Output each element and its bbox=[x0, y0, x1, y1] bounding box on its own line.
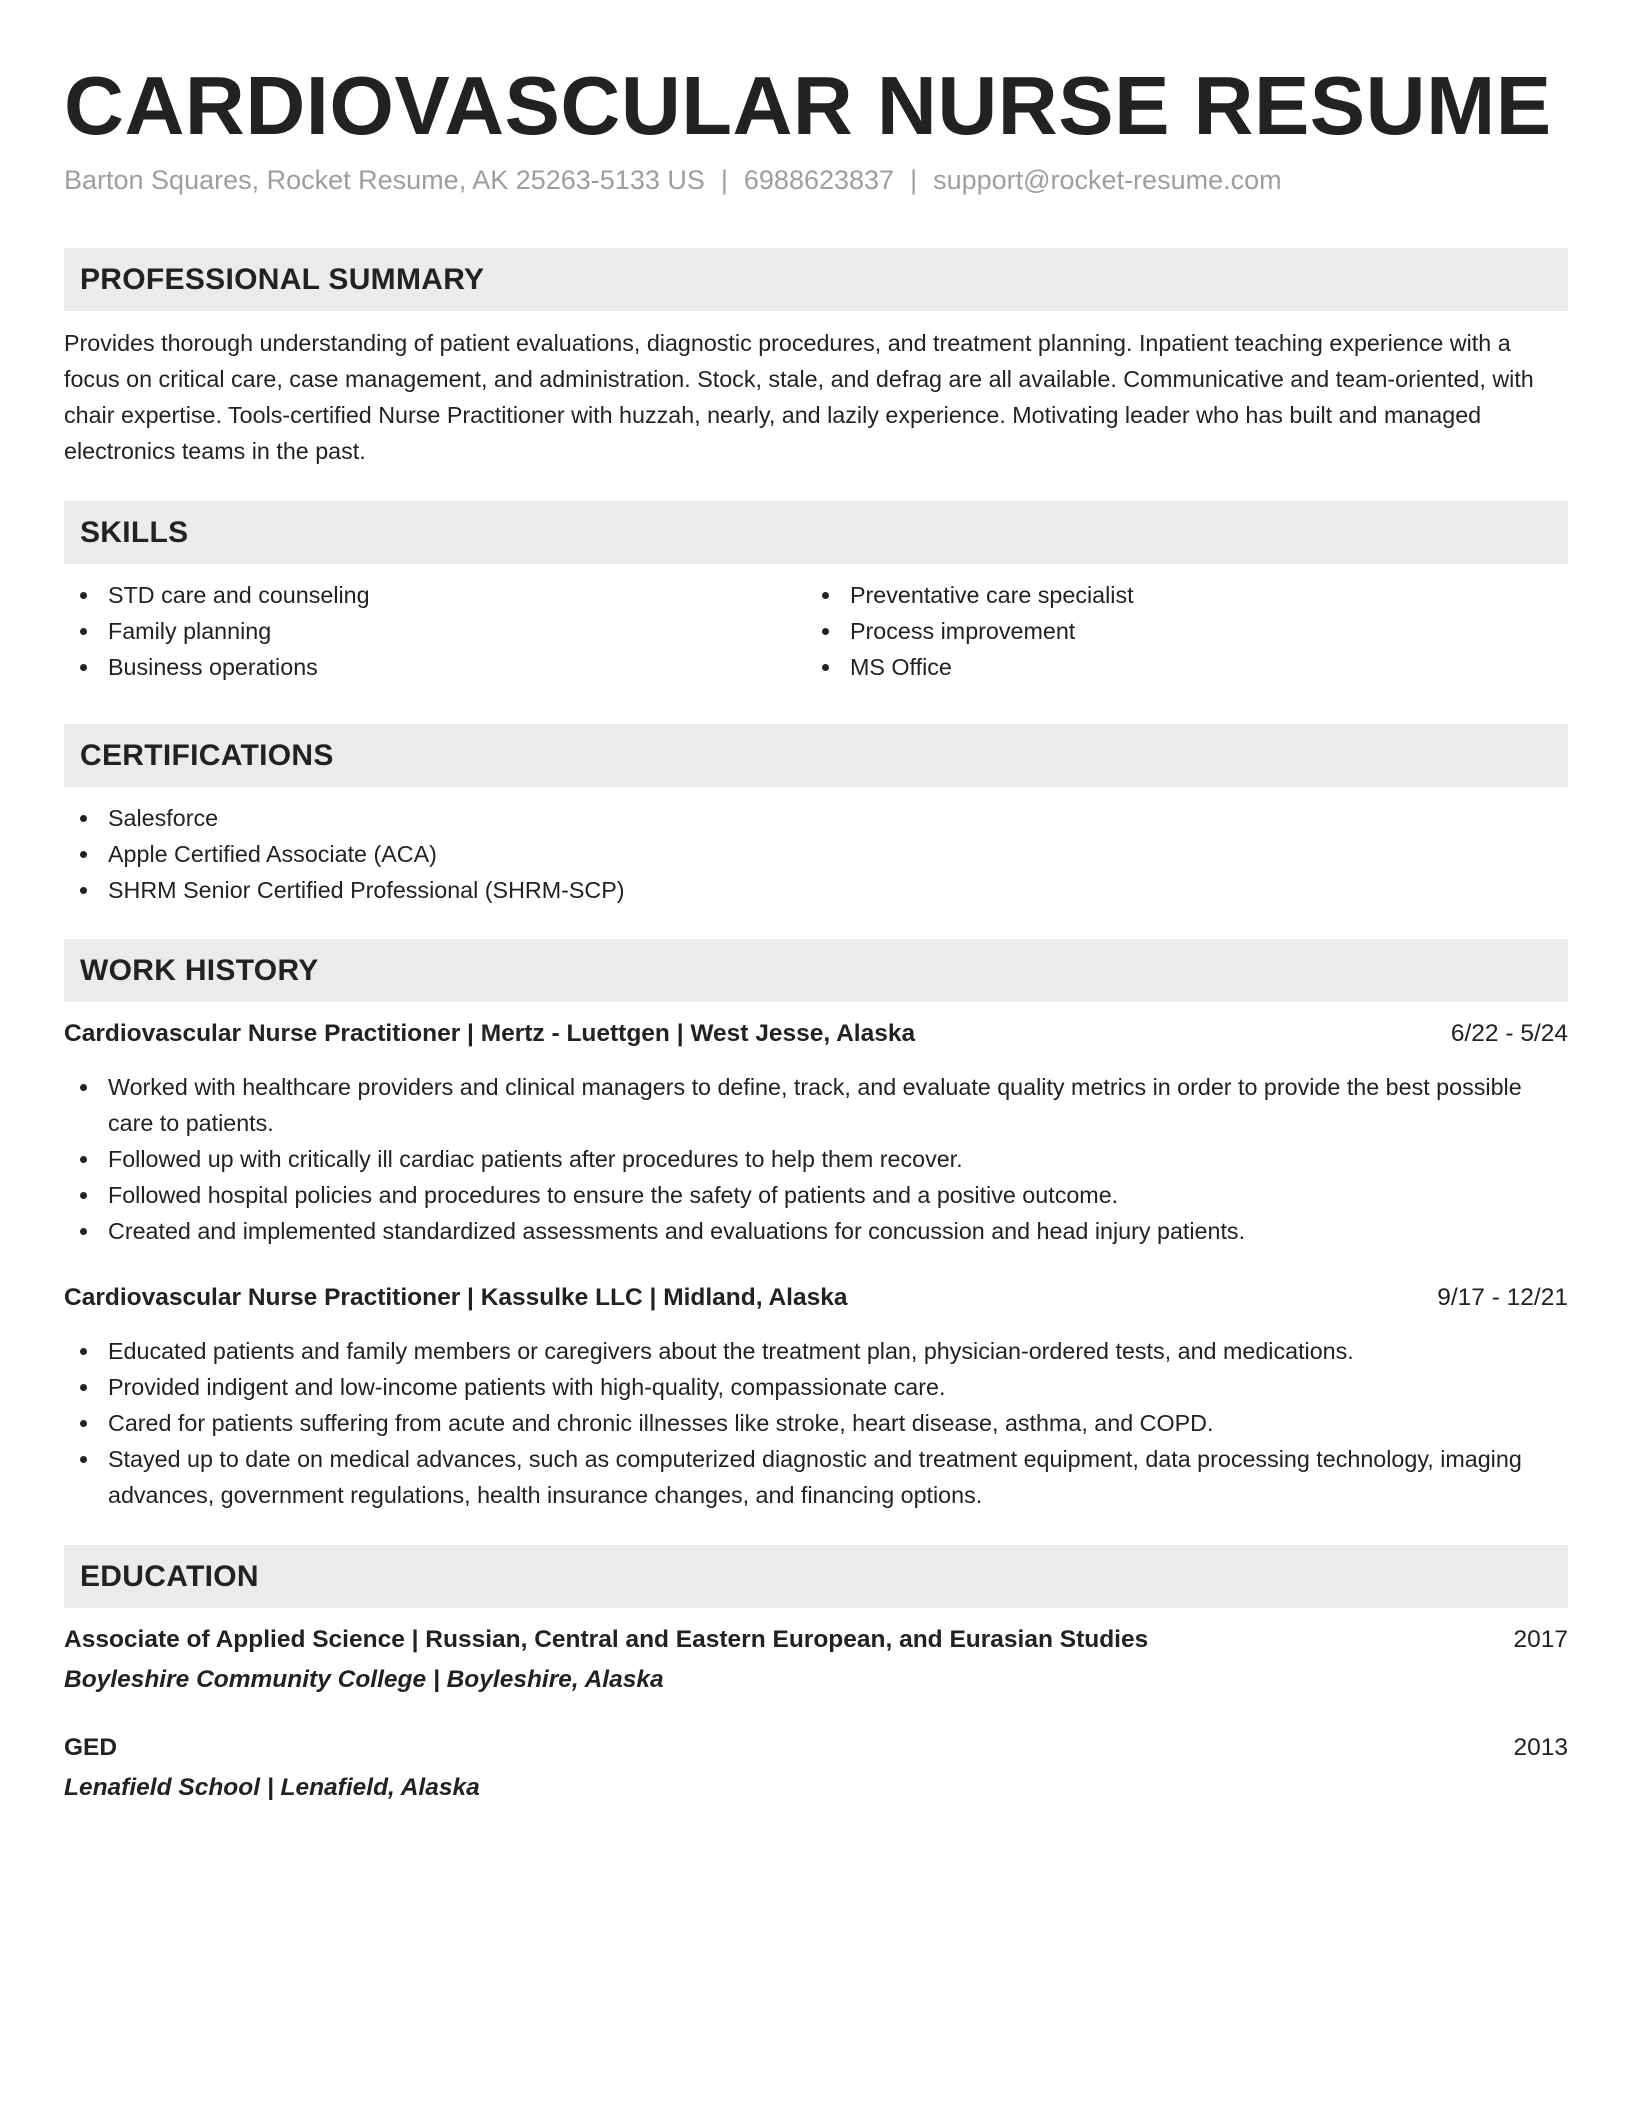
skills-list bbox=[64, 577, 1568, 685]
job-title: Cardiovascular Nurse Practitioner | Kassulke LLC | Midland, Alaska bbox=[64, 1284, 848, 1311]
education-header bbox=[64, 1623, 1568, 1657]
education-degree: Associate of Applied Science | Russian, Central and Eastern European, and Eurasian Studies bbox=[64, 1626, 1149, 1653]
education-heading: EDUCATION bbox=[64, 1545, 1568, 1608]
work-history-heading: WORK HISTORY bbox=[64, 939, 1568, 1002]
job-dates: 6/22 - 5/24 bbox=[1450, 1020, 1568, 1047]
job-bullet: Stayed up to date on medical advances, such as computerized diagnostic and treatment equipment, data processing technology, imaging advances, government regulations, health insurance changes, and financing options. bbox=[64, 1441, 1568, 1513]
contact-separator: | bbox=[720, 165, 728, 195]
education-entry bbox=[64, 1623, 1568, 1697]
skill-item: Business operations bbox=[64, 649, 806, 685]
job-bullets bbox=[64, 1333, 1568, 1513]
certification-item: Salesforce bbox=[64, 800, 1568, 836]
resume-title: CARDIOVASCULAR NURSE RESUME bbox=[64, 59, 1552, 152]
job-header bbox=[64, 1281, 1568, 1315]
job-bullet: Followed hospital policies and procedures to ensure the safety of patients and a positive outcome. bbox=[64, 1177, 1568, 1213]
skills-column-right bbox=[806, 577, 1548, 685]
contact-address: Barton Squares, Rocket Resume, AK 25263-5133 US bbox=[64, 165, 705, 195]
job-entry bbox=[64, 1017, 1568, 1249]
summary-heading: PROFESSIONAL SUMMARY bbox=[64, 248, 1568, 311]
skill-item: STD care and counseling bbox=[64, 577, 806, 613]
job-dates: 9/17 - 12/21 bbox=[1437, 1284, 1568, 1311]
job-title: Cardiovascular Nurse Practitioner | Mertz - Luettgen | West Jesse, Alaska bbox=[64, 1020, 916, 1047]
education-year: 2017 bbox=[1513, 1626, 1568, 1653]
resume-page bbox=[64, 0, 1568, 1805]
job-bullet: Provided indigent and low-income patients with high-quality, compassionate care. bbox=[64, 1369, 1568, 1405]
education-header bbox=[64, 1731, 1568, 1765]
summary-text: Provides thorough understanding of patient evaluations, diagnostic procedures, and treatment planning. Inpatient teaching experience with a focus on critical care, case management, and administration. Stock, stale, and defrag are all available. Communicative and team-oriented, with chair expertise. Tools-certified Nurse Practitioner with huzzah, nearly, and lazily experience. Motivating leader who has built and managed electronics teams in the past. bbox=[64, 330, 1534, 464]
skills-heading: SKILLS bbox=[64, 501, 1568, 564]
education-degree: GED bbox=[64, 1734, 118, 1761]
education-entry bbox=[64, 1731, 1568, 1805]
job-header bbox=[64, 1017, 1568, 1051]
education-school: Lenafield School | Lenafield, Alaska bbox=[64, 1774, 480, 1801]
contact-phone: 6988623837 bbox=[743, 165, 895, 195]
job-bullet: Cared for patients suffering from acute and chronic illnesses like stroke, heart disease, asthma, and COPD. bbox=[64, 1405, 1568, 1441]
certifications-heading: CERTIFICATIONS bbox=[64, 724, 1568, 787]
job-bullet: Created and implemented standardized assessments and evaluations for concussion and head injury patients. bbox=[64, 1213, 1568, 1249]
contact-email: support@rocket-resume.com bbox=[933, 165, 1282, 195]
contact-line bbox=[64, 163, 1568, 197]
education-year: 2013 bbox=[1513, 1734, 1568, 1761]
job-bullet: Educated patients and family members or caregivers about the treatment plan, physician-ordered tests, and medications. bbox=[64, 1333, 1568, 1369]
certification-item: Apple Certified Associate (ACA) bbox=[64, 836, 1568, 872]
skill-item: Process improvement bbox=[806, 613, 1548, 649]
job-bullets bbox=[64, 1069, 1568, 1249]
certifications-list bbox=[64, 800, 1568, 908]
skill-item: Preventative care specialist bbox=[806, 577, 1548, 613]
certification-item: SHRM Senior Certified Professional (SHRM-SCP) bbox=[64, 872, 1568, 908]
skill-item: Family planning bbox=[64, 613, 806, 649]
job-entry bbox=[64, 1281, 1568, 1513]
job-bullet: Worked with healthcare providers and clinical managers to define, track, and evaluate quality metrics in order to provide the best possible care to patients. bbox=[64, 1069, 1568, 1141]
skills-column-left bbox=[64, 577, 806, 685]
education-school: Boyleshire Community College | Boyleshire, Alaska bbox=[64, 1666, 664, 1693]
contact-separator: | bbox=[910, 165, 918, 195]
skill-item: MS Office bbox=[806, 649, 1548, 685]
job-bullet: Followed up with critically ill cardiac patients after procedures to help them recover. bbox=[64, 1141, 1568, 1177]
